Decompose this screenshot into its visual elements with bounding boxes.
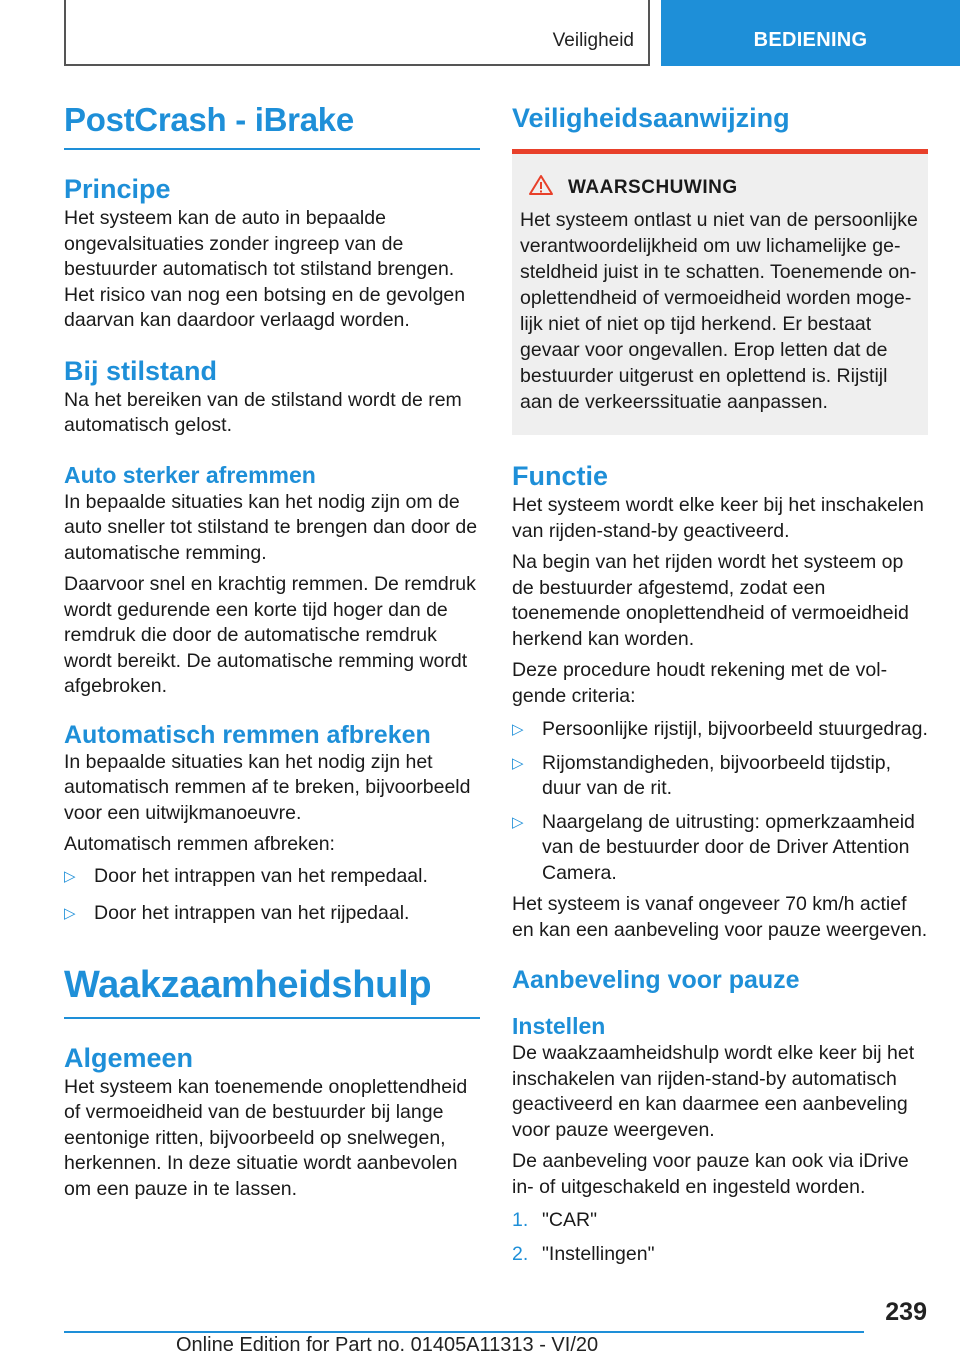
triangle-bullet-icon: ▷ (64, 905, 76, 922)
subheading-automatisch-remmen-afbreken: Automatisch remmen afbreken (64, 720, 431, 749)
chapter-title: BEDIENING (753, 29, 868, 51)
warning-header (520, 174, 920, 201)
left-column (64, 98, 480, 1202)
footer-edition: Online Edition for Part no. 01405A11313 - VI/20 (176, 1334, 599, 1356)
paragraph: Deze procedure houdt rekening met de volgende criteria: (512, 659, 888, 707)
subheading-functie: Functie (512, 461, 609, 491)
warning-text: Het systeem ontlast u niet van de persoonlijke verantwoordelijkheid om uw lichamelijke gesteldheid juist in te schatten. Toenemende onoplettendheid of vermoeidheid worden mogelijk niet of niet op tijd herkend. Er bestaat gevaar voor ongevallen. Erop letten dat de bestuurder uitgerust en oplettend is. Rijstijl aan de verkeerssituatie aanpassen. (520, 209, 918, 413)
subheading-algemeen: Algemeen (64, 1042, 194, 1073)
paragraph: Het systeem kan toenemende onoplettendheid of vermoeidheid van de bestuurder bij lange eentonige ritten, bijvoorbeeld op snelwegen, herkennen. In deze situatie wordt aanbevolen om een pauze in te lassen. (64, 1075, 468, 1200)
paragraph: De waakzaamheidshulp wordt elke keer bij het inschakelen van rijden-stand-by automatisch geactiveerd en kan daarmee een aanbeveling voor pauze weergeven. (512, 1042, 915, 1141)
header-section-box (64, 0, 650, 66)
subheading-auto-sterker-afremmen: Auto sterker afremmen (64, 461, 316, 488)
triangle-bullet-icon: ▷ (512, 813, 524, 831)
list-item: ▷ Door het intrappen van het rijpedaal. (64, 901, 480, 927)
bullet-list (64, 864, 480, 927)
warning-title: WAARSCHUWING (568, 176, 738, 198)
paragraph: Daarvoor snel en krachtig remmen. De remdruk wordt gedurende een korte tijd hoger dan de remdruk die door de automatische remdruk wordt bereikt. De automatische remming wordt afgebroken. (64, 573, 476, 697)
paragraph: Na het bereiken van de stilstand wordt de rem automatisch gelost. (64, 388, 462, 436)
step-item: 2. "Instellingen" (512, 1242, 655, 1265)
triangle-bullet-icon: ▷ (512, 721, 524, 738)
paragraph: Het systeem is vanaf ongeveer 70 km/h actief en kan een aanbeveling voor pauze weergeven. (512, 893, 928, 941)
subheading-veiligheidsaanwijzing: Veiligheidsaanwijzing (512, 103, 790, 133)
section-heading-waakzaamheidshulp: Waakzaamheidshulp (64, 963, 432, 1006)
paragraph: In bepaalde situaties kan het nodig zijn om de auto sneller tot stilstand te brengen dan door de automatische remming. (64, 490, 478, 564)
list-item: ▷ Naargelang de uitrusting: opmerkzaamheid van de bestuurder door de Driver Attention Camera. (512, 810, 915, 884)
step-item: 1. "CAR" (512, 1209, 598, 1231)
numbered-steps (512, 1208, 928, 1267)
list-item: ▷ Door het intrappen van het rempedaal. (64, 864, 480, 890)
list-item: ▷ Rijomstandigheden, bijvoorbeeld tijdstip, duur van de rit. (512, 751, 892, 799)
page-number: 239 (885, 1298, 927, 1326)
subheading-aanbeveling-voor-pauze: Aanbeveling voor pauze (512, 966, 800, 994)
right-column (512, 98, 928, 1267)
list-item: ▷ Persoonlijke rijstijl, bijvoorbeeld stuurgedrag. (512, 717, 928, 743)
footer-rule (64, 1331, 864, 1333)
warning-box (512, 149, 928, 435)
paragraph: Het systeem kan de auto in bepaalde ongevalsituaties zonder ingreep van de bestuurder automatisch tot stilstand brengen. Het risico van nog een botsing en de gevolgen daarvan kan daardoor verlaagd worden. (64, 207, 466, 331)
paragraph: Na begin van het rijden wordt het systeem op de bestuurder afgestemd, zodat een toenemende onoplettendheid of vermoeidheid herkend kan worden. (512, 551, 909, 650)
section-title: Veiligheid (552, 30, 634, 51)
paragraph: In bepaalde situaties kan het nodig zijn het automatisch remmen af te breken, bijvoorbeeld voor een uitwijkmanoeuvre. (64, 750, 471, 824)
subheading-principe: Principe (64, 174, 171, 204)
chapter-tab[interactable] (661, 0, 960, 66)
warning-triangle-icon (528, 174, 554, 201)
triangle-bullet-icon: ▷ (64, 867, 76, 885)
paragraph: Het systeem wordt elke keer bij het inschakelen van rijden-stand-by geactiveerd. (512, 494, 924, 542)
bullet-list (512, 717, 928, 886)
paragraph: Automatisch remmen afbreken: (64, 833, 335, 855)
subheading-bij-stilstand: Bij stilstand (64, 355, 218, 386)
subheading-instellen: Instellen (512, 1013, 606, 1039)
paragraph: De aanbeveling voor pauze kan ook via iDrive in- of uitgeschakeld en ingesteld worden. (512, 1150, 909, 1198)
section-heading-postcrash: PostCrash - iBrake (64, 101, 354, 138)
triangle-bullet-icon: ▷ (512, 754, 524, 772)
